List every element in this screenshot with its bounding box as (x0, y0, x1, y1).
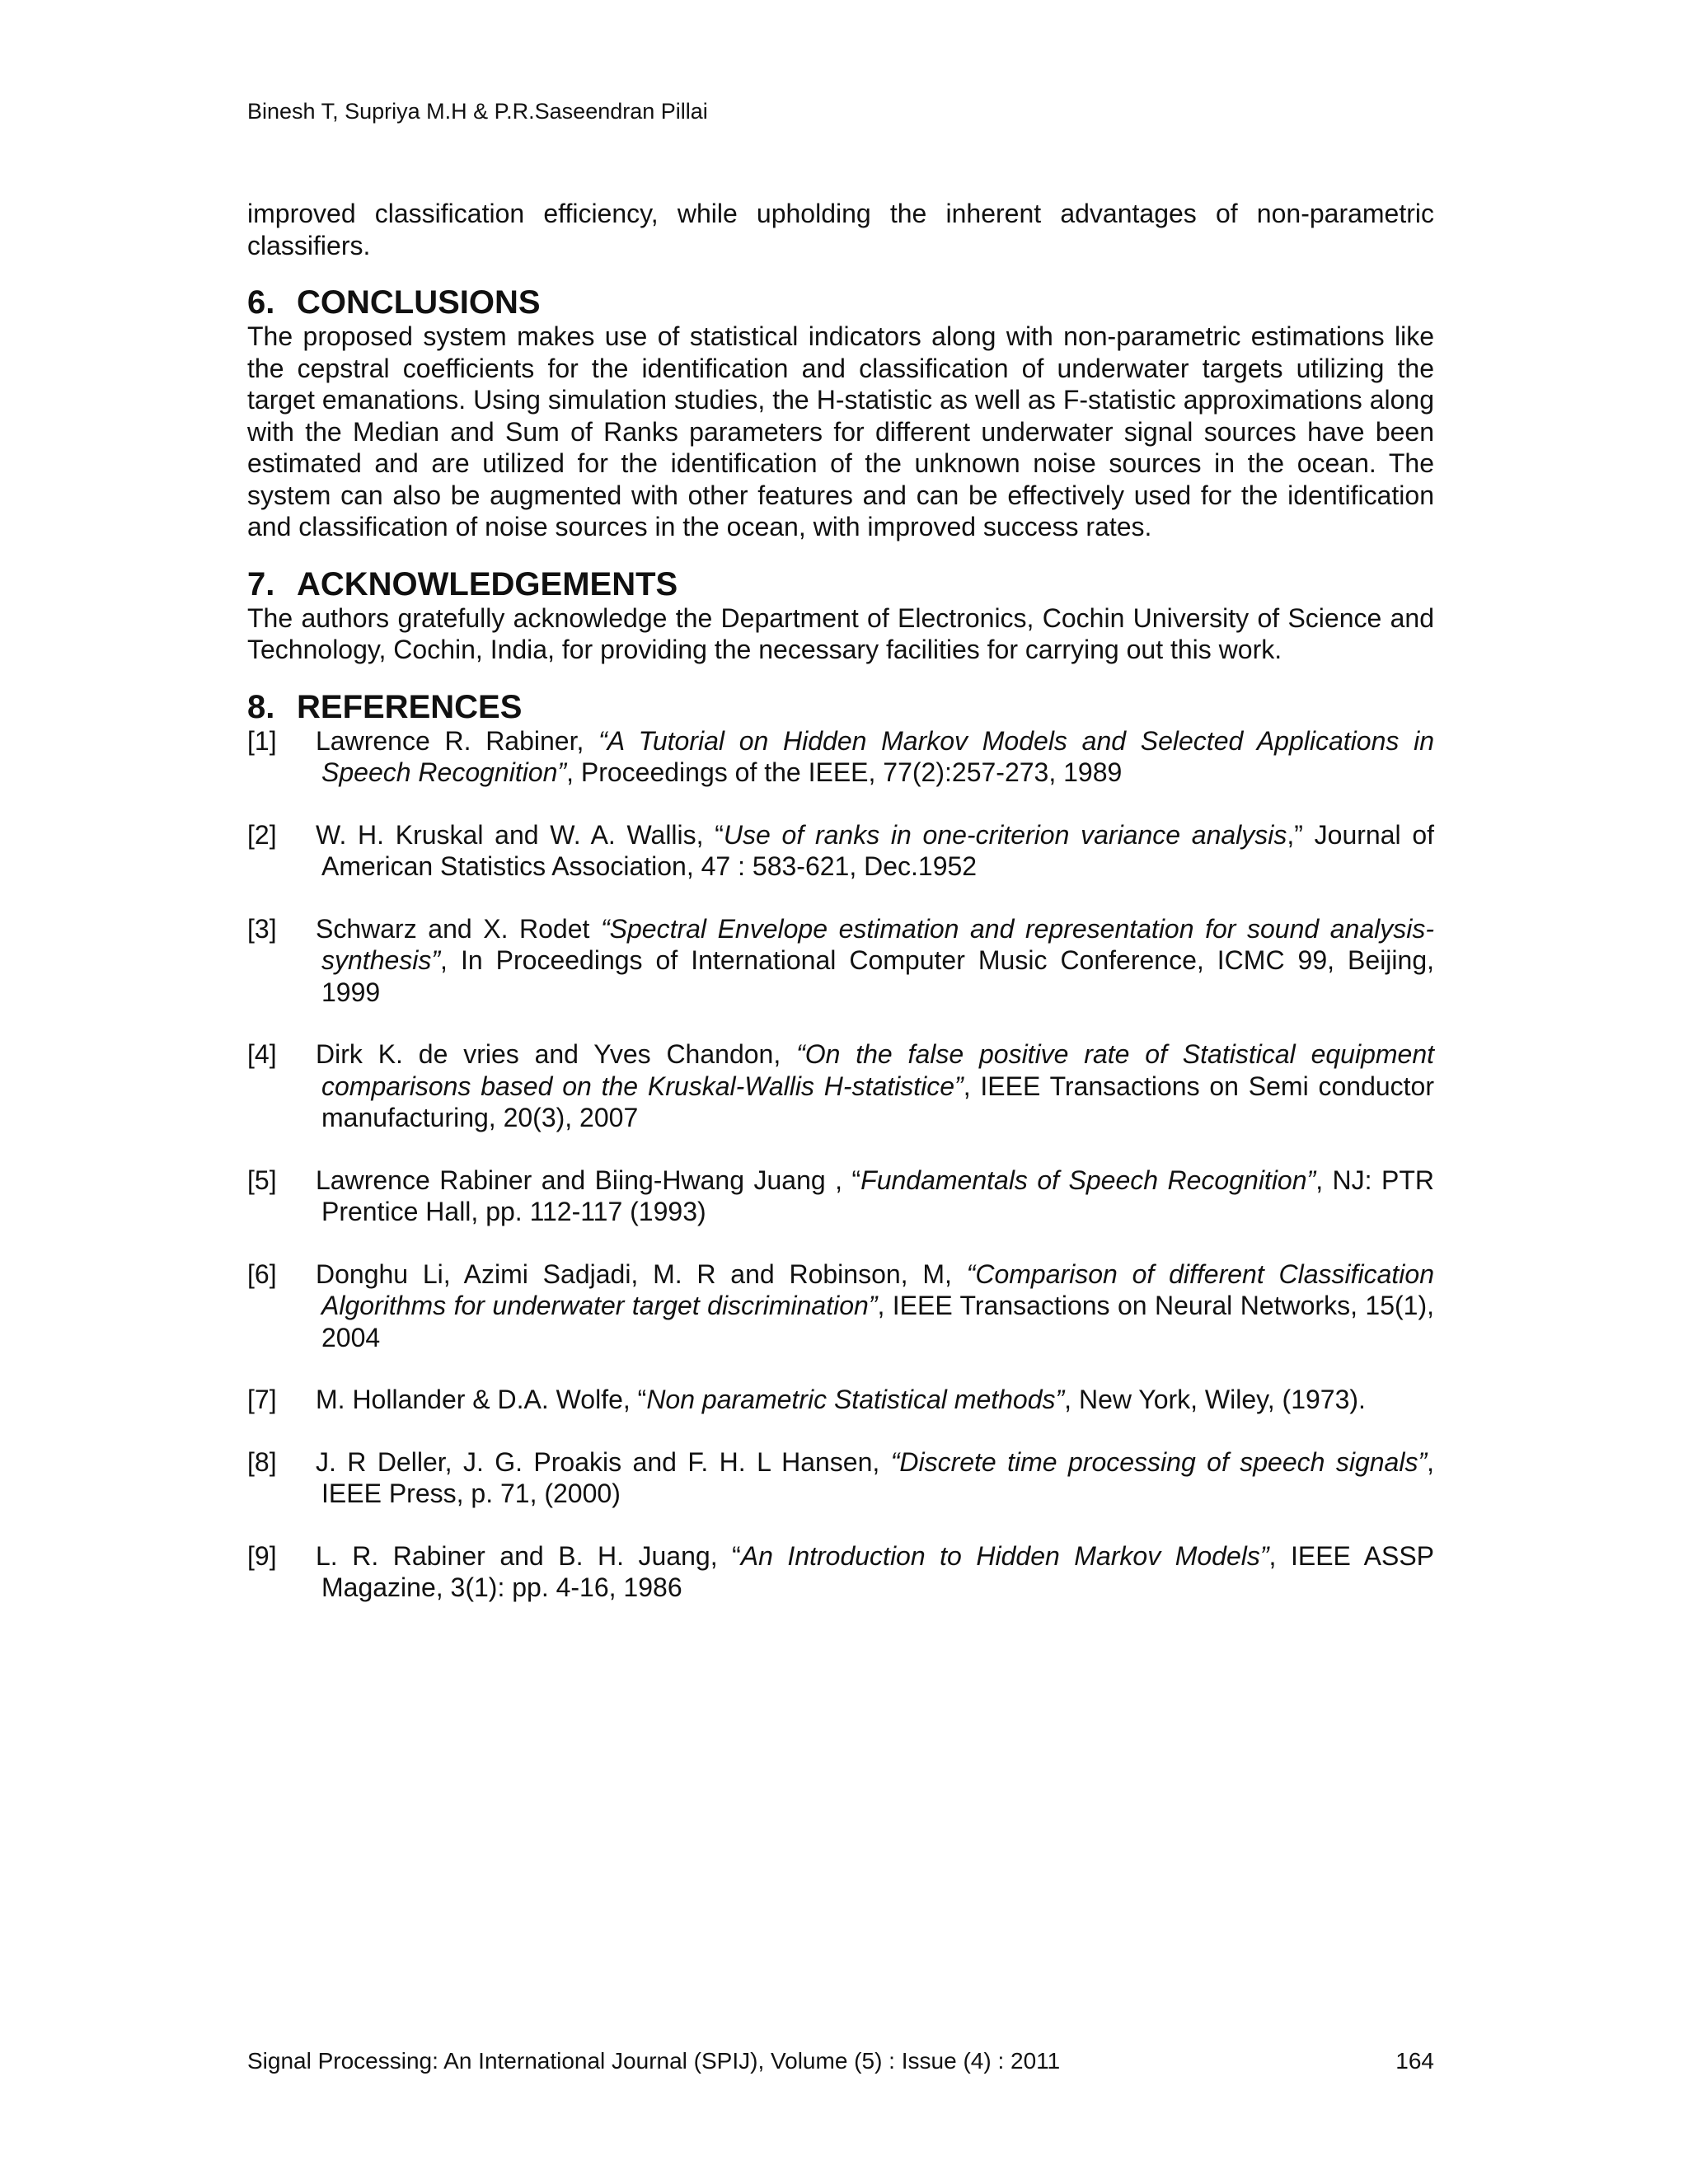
reference-source: , IEEE Press, p. 71, (2000) (321, 1446, 1435, 1508)
reference-item (247, 1165, 1434, 1228)
reference-item (247, 1038, 1434, 1134)
reference-title: “On the false positive rate of Statistical equipment comparisons based on the Kruskal-Wallis H-statistice” (321, 1039, 1435, 1101)
reference-source: , IEEE Transactions on Semi conductor manufacturing, 20(3), 2007 (321, 1071, 1435, 1132)
running-footer (247, 2047, 1434, 2075)
section-heading-conclusions (247, 284, 1434, 321)
reference-authors: W. H. Kruskal and W. A. Wallis, “ (316, 819, 724, 850)
reference-item (247, 913, 1434, 1009)
reference-label: [8] (247, 1446, 277, 1477)
reference-authors: J. R Deller, J. G. Proakis and F. H. L Hansen, (316, 1446, 891, 1477)
reference-item (247, 1446, 1434, 1510)
page-number: 164 (1395, 2048, 1434, 2074)
reference-label: [1] (247, 725, 277, 756)
reference-label: [4] (247, 1039, 277, 1069)
section-heading-acknowledgements (247, 566, 1434, 602)
reference-title: “A Tutorial on Hidden Markov Models and Selected Applications in Speech Recognition” (321, 725, 1435, 787)
reference-source: , New York, Wiley, (1973). (1064, 1385, 1366, 1414)
reference-authors: Lawrence R. Rabiner, (316, 725, 599, 756)
reference-title: Use of ranks in one-criterion variance analysis (723, 819, 1287, 850)
reference-source: , In Proceedings of International Computer Music Conference, ICMC 99, Beijing, 1999 (321, 945, 1434, 1007)
reference-source: , Proceedings of the IEEE, 77(2):257-273, 1989 (566, 757, 1123, 787)
reference-title: “Comparison of different Classification Algorithms for underwater target discrimination” (321, 1258, 1435, 1320)
reference-label: [7] (247, 1385, 277, 1414)
section-number: 8. (247, 688, 275, 725)
section-title: REFERENCES (297, 688, 523, 725)
journal-citation: Signal Processing: An International Journal (SPIJ), Volume (5) : Issue (4) : 2011 (247, 2048, 1061, 2074)
reference-title: An Introduction to Hidden Markov Models” (740, 1540, 1269, 1571)
reference-source: , NJ: PTR Prentice Hall, pp. 112-117 (1993) (321, 1165, 1435, 1226)
reference-authors: Donghu Li, Azimi Sadjadi, M. R and Robinson, M, (316, 1258, 967, 1289)
reference-authors: Lawrence Rabiner and Biing-Hwang Juang , “ (316, 1165, 861, 1195)
reference-item (247, 1258, 1434, 1354)
intro-paragraph: improved classification efficiency, while upholding the inherent advantages of non-parametric classifiers. (247, 199, 1434, 260)
reference-list (247, 725, 1434, 1604)
reference-source: , IEEE Transactions on Neural Networks, 15(1), 2004 (321, 1291, 1435, 1352)
reference-title: “Discrete time processing of speech signals” (890, 1446, 1428, 1477)
reference-authors: L. R. Rabiner and B. H. Juang, “ (316, 1540, 741, 1571)
conclusions-paragraph: The proposed system makes use of statistical indicators along with non-parametric estimations like the cepstral coefficients for the identification and classification of underwater targets utilizing the target emanations. Using simulation studies, the H-statistic as well as F-statistic approximations along with the Median and Sum of Ranks parameters for different underwater signal sources have been estimated and are utilized for the identification of the unknown noise sources in the ocean. The system can also be augmented with other features and can be effectively used for the identification and classification of noise sources in the ocean, with improved success rates. (247, 321, 1434, 541)
reference-authors: Schwarz and X. Rodet (316, 913, 601, 944)
reference-label: [2] (247, 819, 277, 850)
reference-title: Fundamentals of Speech Recognition” (860, 1165, 1316, 1195)
running-header: Binesh T, Supriya M.H & P.R.Saseendran Pillai (247, 99, 708, 124)
section-number: 7. (247, 565, 275, 602)
reference-authors: Dirk K. de vries and Yves Chandon, (316, 1039, 797, 1069)
reference-label: [3] (247, 913, 277, 944)
reference-item (247, 725, 1434, 789)
section-number: 6. (247, 284, 275, 321)
reference-label: [9] (247, 1540, 277, 1571)
section-title: ACKNOWLEDGEMENTS (297, 565, 678, 602)
page-body (247, 198, 1434, 1634)
reference-title: “Spectral Envelope estimation and representation for sound analysis- synthesis” (321, 913, 1434, 975)
acknowledgements-paragraph: The authors gratefully acknowledge the Department of Electronics, Cochin University of Science and Technology, Cochin, India, for providing the necessary facilities for carrying out this work. (247, 602, 1434, 664)
section-title: CONCLUSIONS (297, 284, 541, 321)
reference-title: Non parametric Statistical methods” (646, 1385, 1065, 1414)
reference-item (247, 819, 1434, 883)
reference-label: [6] (247, 1258, 277, 1289)
reference-source: , IEEE ASSP Magazine, 3(1): pp. 4-16, 1986 (321, 1540, 1435, 1602)
reference-item (247, 1540, 1434, 1604)
reference-source: ,” Journal of American Statistics Association, 47 : 583-621, Dec.1952 (321, 819, 1435, 881)
section-heading-references (247, 689, 1434, 725)
reference-authors: M. Hollander & D.A. Wolfe, “ (316, 1385, 647, 1414)
reference-label: [5] (247, 1165, 277, 1195)
reference-item (247, 1384, 1434, 1416)
